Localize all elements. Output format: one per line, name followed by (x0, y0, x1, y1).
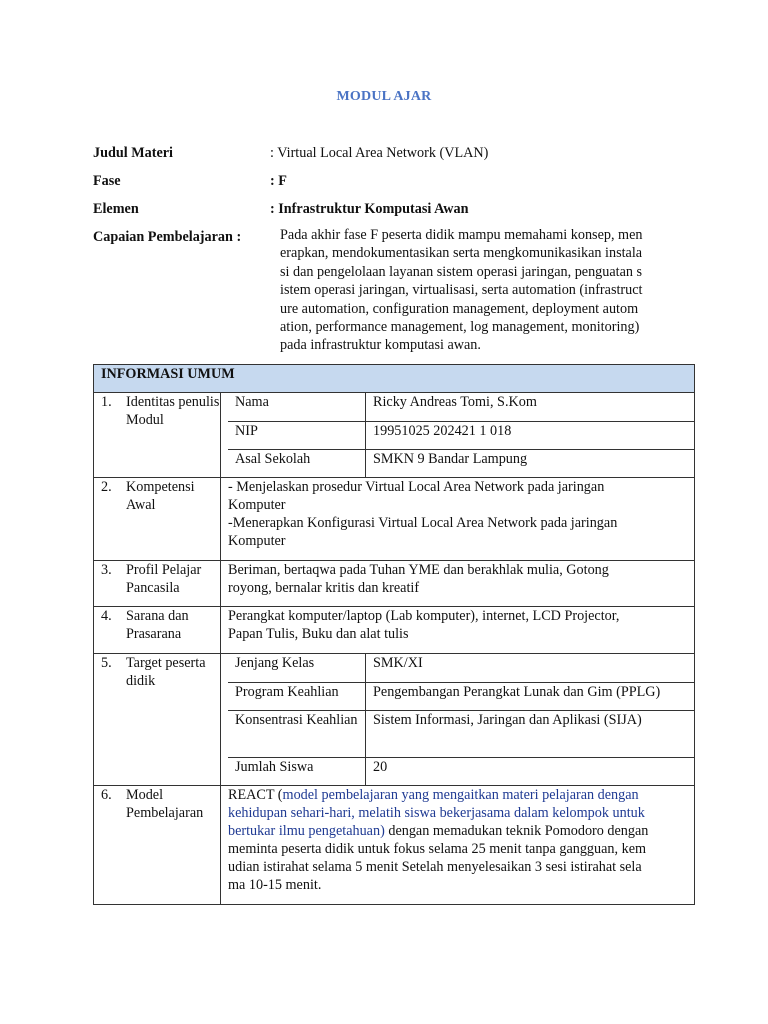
row-label: Identitas penulis Modul (126, 394, 220, 428)
content-line: meminta peserta didik untuk fokus selama 25 menit tanpa gangguan, kem (228, 841, 647, 857)
content-text: dengan memadukan teknik Pomodoro dengan (384, 823, 649, 839)
elemen-label: Elemen (93, 201, 139, 217)
judul-value: : Virtual Local Area Network (VLAN) (270, 145, 489, 161)
row-number: 6. (101, 787, 112, 803)
content-line: Perangkat komputer/laptop (Lab komputer), internet, LCD Projector, (228, 608, 620, 624)
row-number: 1. (101, 394, 112, 410)
table-row-target (94, 654, 695, 786)
field-key: NIP (228, 421, 366, 449)
capaian-line: Pada akhir fase F peserta didik mampu memahami konsep, men (280, 227, 643, 243)
content-line: -Menerapkan Konfigurasi Virtual Local Area Network pada jaringan (228, 515, 618, 531)
field-key: Program Keahlian (228, 682, 366, 710)
elemen-value: : Infrastruktur Komputasi Awan (270, 201, 469, 217)
content-line: udian istirahat selama 5 menit Setelah menyelesaikan 3 sesi istirahat sela (228, 859, 642, 875)
field-key: Asal Sekolah (228, 449, 366, 477)
table-header: INFORMASI UMUM (94, 365, 695, 393)
field-key: Jumlah Siswa (228, 757, 366, 785)
content-line: kehidupan sehari-hari, melatih siswa bekerjasama dalam kelompok untuk (228, 805, 645, 821)
capaian-line: pada infrastruktur komputasi awan. (280, 337, 481, 354)
content-text: REACT ( (228, 787, 283, 803)
capaian-line: ation, performance management, log management, monitoring) (280, 319, 640, 336)
identitas-subtable (228, 393, 694, 477)
content-text-blue: bertukar ilmu pengetahuan) (228, 823, 385, 839)
capaian-line: ure automation, configuration management, deployment autom (280, 300, 639, 317)
judul-label: Judul Materi (93, 145, 173, 161)
kompetensi-content (221, 478, 695, 561)
row-label: Sarana dan Prasarana (126, 608, 189, 642)
field-value: SMKN 9 Bandar Lampung (373, 450, 528, 467)
informasi-umum-table (93, 364, 695, 905)
field-key: Nama (228, 393, 366, 421)
row-label: Kompetensi Awal (126, 479, 195, 513)
profil-content (221, 561, 695, 607)
row-number: 2. (101, 479, 112, 495)
field-value: Ricky Andreas Tomi, S.Kom (366, 393, 695, 421)
row-label: Profil Pelajar Pancasila (126, 562, 202, 596)
capaian-line: si dan pengelolaan layanan sistem operasi jaringan, penguatan s (280, 263, 643, 280)
field-value: SMK/XI (366, 654, 695, 682)
table-row-sarana (94, 607, 695, 654)
content-line (228, 822, 694, 840)
row-number: 3. (101, 562, 112, 578)
document-title: MODUL AJAR (336, 89, 432, 104)
content-line: ma 10-15 menit. (228, 877, 322, 893)
table-row-kompetensi (94, 478, 695, 561)
content-line: - Menjelaskan prosedur Virtual Local Area Network pada jaringan (228, 479, 605, 495)
table-row-model (94, 786, 695, 905)
field-value: Pengembangan Perangkat Lunak dan Gim (PPLG) (366, 682, 695, 710)
row-number: 5. (101, 655, 112, 671)
fase-value: : F (270, 173, 287, 189)
capaian-line: erapkan, mendokumentasikan serta mengkomunikasikan instala (280, 245, 643, 262)
model-content (221, 786, 695, 905)
content-line: Komputer (228, 497, 286, 513)
field-value: 19951025 202421 1 018 (366, 421, 695, 449)
field-value: Sistem Informasi, Jaringan dan Aplikasi (SIJA) (366, 710, 695, 757)
content-line: Komputer (228, 533, 286, 549)
capaian-text (280, 226, 680, 355)
table-row-identitas (94, 393, 695, 478)
capaian-label: Capaian Pembelajaran : (93, 229, 242, 245)
fase-label: Fase (93, 173, 121, 189)
content-line: Beriman, bertaqwa pada Tuhan YME dan berakhlak mulia, Gotong (228, 562, 609, 578)
content-line: Papan Tulis, Buku dan alat tulis (228, 626, 409, 642)
sarana-content (221, 607, 695, 654)
target-subtable (228, 654, 694, 785)
row-number: 4. (101, 608, 112, 624)
row-label: Model Pembelajaran (126, 787, 204, 821)
capaian-line: istem operasi jaringan, virtualisasi, serta automation (infrastruct (280, 282, 643, 299)
field-key: Konsentrasi Keahlian (228, 710, 366, 757)
field-value: 20 (373, 758, 388, 775)
content-text-blue: model pembelajaran yang mengaitkan materi pelajaran dengan (282, 787, 639, 803)
row-label: Target peserta didik (126, 655, 206, 689)
content-line (228, 786, 694, 804)
content-line: royong, bernalar kritis dan kreatif (228, 580, 420, 596)
field-key: Jenjang Kelas (228, 654, 366, 682)
table-row-profil (94, 561, 695, 607)
